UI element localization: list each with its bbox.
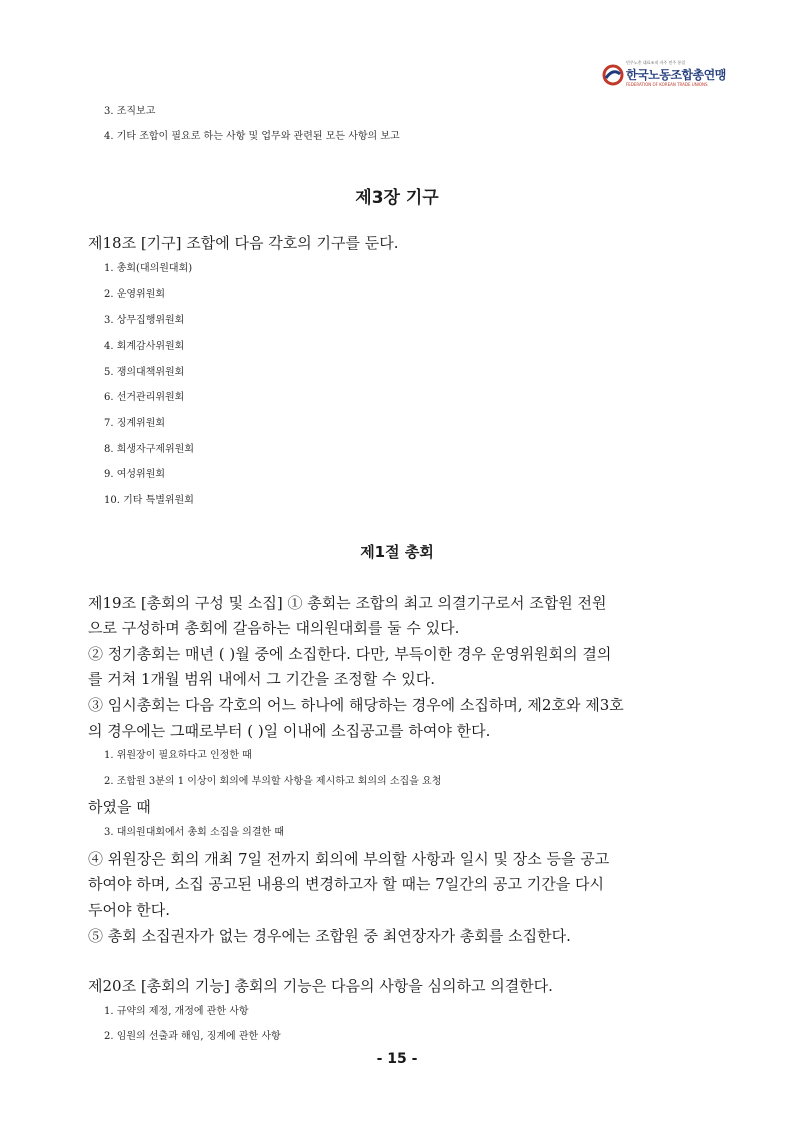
article-19-line-2: 으로 구성하며 총회에 갈음하는 대의원대회를 둘 수 있다.	[88, 619, 460, 637]
list-item: 6. 선거관리위원회	[104, 392, 185, 403]
logo-tagline: 민주노총 대표조직 자주 민주 통일	[626, 60, 686, 65]
list-item: 1. 총회(대의원대회)	[104, 263, 193, 274]
list-item: 2. 운영위원회	[104, 289, 166, 300]
article-20-heading: 제20조 [총회의 기능] 총회의 기능은 다음의 사항을 심의하고 의결한다.	[88, 977, 553, 995]
article-19-line-5: ③ 임시총회는 다음 각호의 어느 하나에 해당하는 경우에 소집하며, 제2호와 제3호	[88, 696, 624, 714]
logo-name: 한국노동조합총연맹	[626, 68, 726, 82]
logo-english-name: FEDERATION OF KOREAN TRADE UNIONS	[626, 82, 708, 87]
article-19-line-10: ⑤ 총회 소집권자가 없는 경우에는 조합원 중 최연장자가 총회를 소집한다.	[88, 927, 571, 945]
federation-logo	[602, 58, 732, 94]
article-19-line-6: 의 경우에는 그때로부터 ( )일 이내에 소집공고를 하여야 한다.	[88, 722, 491, 740]
article-19-line-3: ② 정기총회는 매년 ( )월 중에 소집한다. 다만, 부득이한 경우 운영위원회의 결의	[88, 645, 612, 663]
list-item: 3. 조직보고	[104, 106, 156, 117]
section-title: 제1절 총회	[360, 543, 434, 561]
union-emblem-icon	[602, 64, 624, 86]
list-item: 2. 조합원 3분의 1 이상이 회의에 부의할 사항을 제시하고 회의의 소집을 요청	[104, 776, 442, 787]
article-19-line-4: 를 거쳐 1개월 범위 내에서 그 기간을 조정할 수 있다.	[88, 670, 436, 688]
list-item-continuation: 하였을 때	[88, 798, 151, 816]
list-item: 3. 대의원대회에서 총회 소집을 의결한 때	[104, 827, 284, 838]
article-19-line-7: ④ 위원장은 회의 개최 7일 전까지 회의에 부의할 사항과 일시 및 장소 등을 공고	[88, 850, 610, 868]
list-item: 1. 규약의 제정, 개정에 관한 사항	[104, 1006, 249, 1017]
article-19-line-8: 하여야 하며, 소집 공고된 내용의 변경하고자 할 때는 7일간의 공고 기간을 다시	[88, 875, 604, 893]
list-item: 2. 임원의 선출과 해임, 징계에 관한 사항	[104, 1031, 281, 1042]
list-item: 4. 기타 조합이 필요로 하는 사항 및 업무와 관련된 모든 사항의 보고	[104, 131, 400, 142]
list-item: 9. 여성위원회	[104, 469, 166, 480]
article-19-line-9: 두어야 한다.	[88, 901, 170, 919]
list-item: 8. 희생자구제위원회	[104, 444, 194, 455]
list-item: 3. 상무집행위원회	[104, 315, 185, 326]
list-item: 4. 회계감사위원회	[104, 341, 185, 352]
list-item: 1. 위원장이 필요하다고 인정한 때	[104, 750, 252, 761]
list-item: 5. 쟁의대책위원회	[104, 367, 185, 378]
article-18-heading: 제18조 [기구] 조합에 다음 각호의 기구를 둔다.	[88, 234, 399, 252]
chapter-title: 제3장 기구	[355, 188, 439, 208]
list-item: 10. 기타 특별위원회	[104, 495, 194, 506]
article-19-line-1: 제19조 [총회의 구성 및 소집] ① 총회는 조합의 최고 의결기구로서 조합원 전원	[88, 594, 607, 612]
list-item: 7. 징계위원회	[104, 418, 166, 429]
page-number: - 15 -	[376, 1051, 418, 1067]
